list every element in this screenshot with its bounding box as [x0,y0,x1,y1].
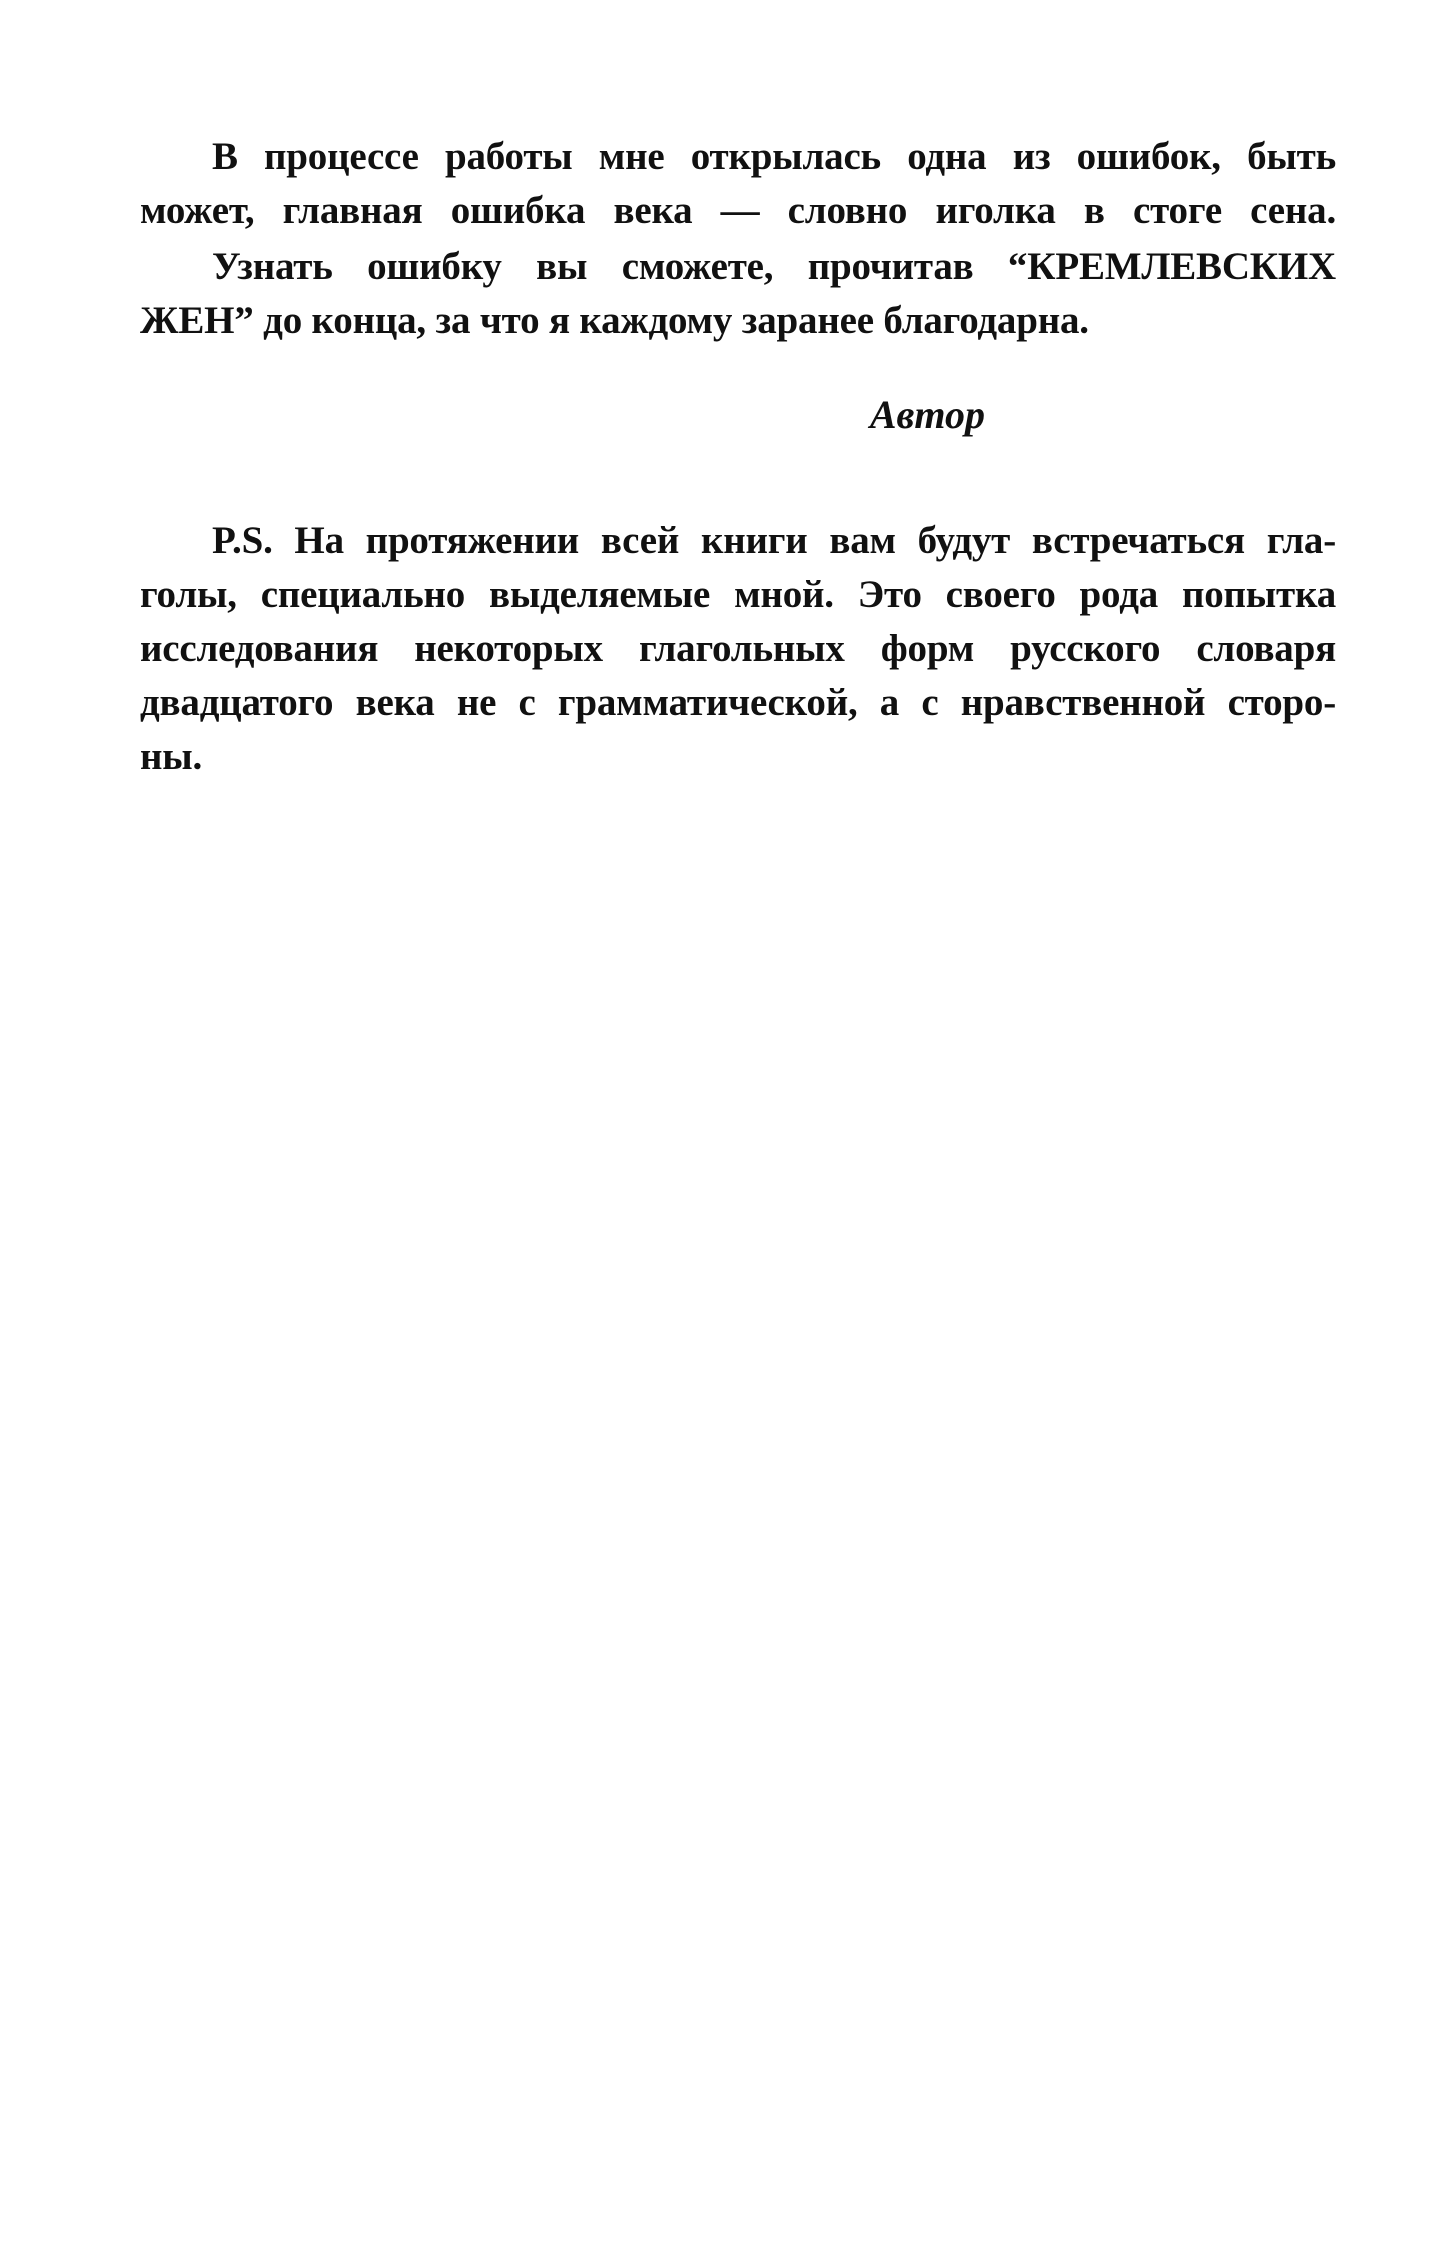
postscript-line: ны. [140,735,203,778]
postscript-line: P.S. На протяжении всей книги вам будут встречаться гла- [212,519,1336,562]
paragraph-line: Узнать ошибку вы сможете, прочитав “КРЕМЛЕВСКИХ [212,245,1336,288]
author-signature: Автор [869,392,985,437]
paragraph-intro [140,130,1336,238]
postscript-line: исследования некоторых глагольных форм русского словаря [140,627,1336,670]
paragraph-line: ЖЕН” до конца, за что я каждому заранее благодарна. [140,299,1089,342]
postscript-line: двадцатого века не с грамматической, а с нравственной сторо- [140,681,1336,724]
paragraph-line: может, главная ошибка века — словно иголка в стоге сена. [140,189,1336,232]
paragraph-invitation [140,240,1336,348]
paragraph-line: В процессе работы мне открылась одна из ошибок, быть [212,135,1336,178]
postscript-line: голы, специально выделяемые мной. Это своего рода попытка [140,573,1336,616]
postscript [140,514,1336,784]
